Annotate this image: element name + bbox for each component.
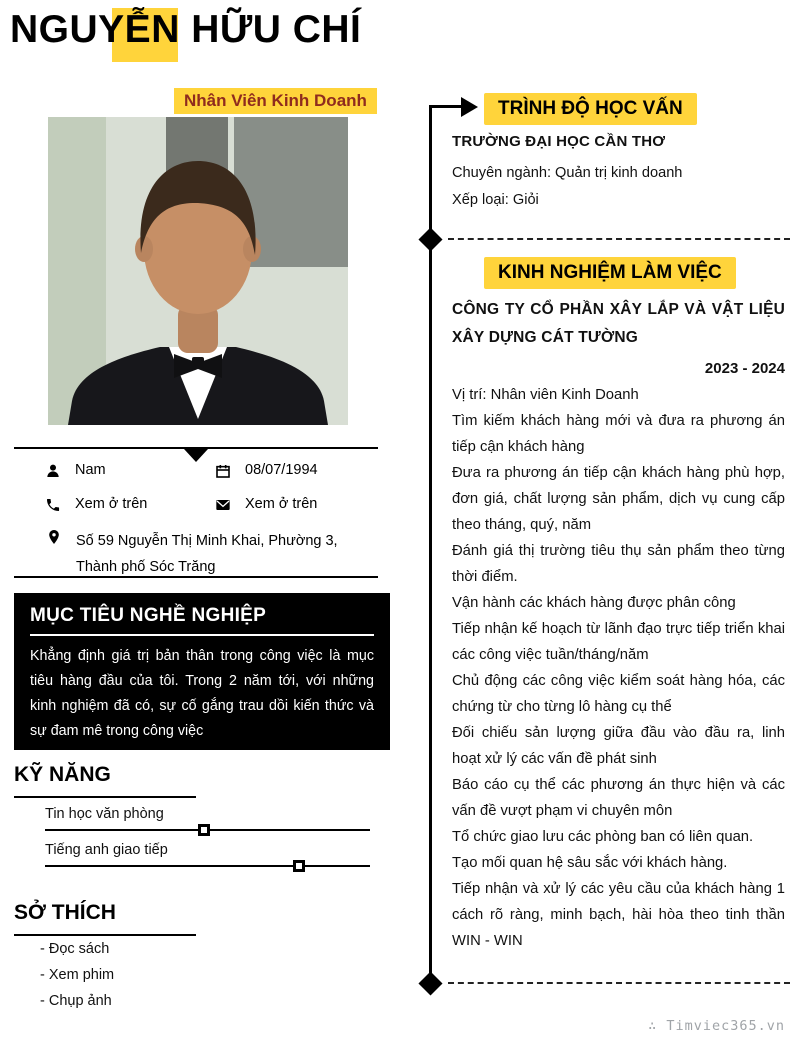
experience-position: Vị trí: Nhân viên Kinh Doanh [452, 387, 639, 403]
info-gender [45, 462, 106, 479]
experience-company: CÔNG TY CỔ PHẦN XÂY LẮP VÀ VẬT LIỆU XÂY DỰNG CÁT TƯỜNG [452, 301, 785, 346]
timeline-dashed-divider [448, 982, 790, 984]
phone-icon [45, 497, 61, 513]
profile-photo [48, 117, 348, 425]
timeline-diamond-icon [418, 227, 442, 251]
calendar-icon [215, 463, 231, 479]
experience-duty: Đánh giá thị trường tiêu thụ sản phẩm theo từng thời điểm. [452, 543, 785, 585]
info-address [46, 528, 366, 580]
experience-duty: Tạo mối quan hệ sâu sắc với khách hàng. [452, 855, 728, 871]
hobby-item: - Chụp ảnh [40, 993, 112, 1009]
email-value: Xem ở trên [245, 496, 318, 512]
hobby-item: - Xem phim [40, 967, 115, 983]
experience-duty: Tổ chức giao lưu các phòng ban có liên quan. [452, 829, 754, 845]
info-dob [215, 462, 318, 479]
info-triangle-marker [184, 449, 208, 462]
info-phone [45, 496, 147, 513]
experience-duty: Báo cáo cụ thể các phương án thực hiện và các vấn đề vượt phạm vi chuyên môn [452, 777, 785, 819]
timeline-arrow-line [429, 105, 463, 108]
experience-duty: Vận hành các khách hàng được phân công [452, 595, 736, 611]
experience-duty: Tiếp nhận và xử lý các yêu cầu của khách hàng 1 cách rõ ràng, minh bạch, hài hòa theo tinh thần WIN - WIN [452, 881, 785, 949]
hobbies-heading: SỞ THÍCH [14, 901, 196, 936]
experience-period: 2023 - 2024 [704, 360, 785, 377]
education-school: TRƯỜNG ĐẠI HỌC CẦN THƠ [452, 133, 666, 150]
education-heading: TRÌNH ĐỘ HỌC VẤN [484, 93, 697, 125]
info-email [215, 496, 317, 513]
education-major: Chuyên ngành: Quản trị kinh doanh [452, 165, 683, 181]
timeline-dashed-divider [448, 238, 790, 240]
experience-heading: KINH NGHIỆM LÀM VIỆC [484, 257, 736, 289]
candidate-name: NGUYỄN HỮU CHÍ [10, 8, 362, 51]
experience-details [452, 382, 785, 954]
skill-level-marker[interactable] [198, 824, 210, 836]
experience-duty: Tiếp nhận kế hoạch từ lãnh đạo trực tiếp triển khai các công việc tuần/tháng/năm [452, 621, 785, 663]
profile-photo-illustration [48, 117, 348, 425]
skill-bar [45, 829, 370, 831]
person-icon [45, 463, 61, 479]
envelope-icon [215, 497, 231, 513]
gender-value: Nam [75, 462, 106, 478]
objective-heading: MỤC TIÊU NGHỀ NGHIỆP [30, 605, 374, 636]
skill-name: Tiếng anh giao tiếp [45, 842, 168, 858]
job-title: Nhân Viên Kinh Doanh [174, 88, 377, 114]
hobby-item: - Đọc sách [40, 941, 110, 957]
timeline-diamond-icon [418, 971, 442, 995]
objective-text: Khẳng định giá trị bản thân trong công việc là mục tiêu hàng đầu của tôi. Trong 2 năm tới, với những kinh nghiệm đã có, sự cố gắng trau dồi kiến thức và sự đam mê trong công việc [30, 648, 374, 739]
location-pin-icon [46, 529, 62, 545]
timeline-arrow-icon [461, 97, 478, 117]
info-bottom-rule [14, 576, 378, 578]
objective-section [14, 593, 390, 750]
experience-duty: Đối chiếu sản lượng giữa đầu vào đầu ra, linh hoạt xử lý các vấn đề phát sinh [452, 725, 785, 767]
education-grade: Xếp loại: Giỏi [452, 192, 539, 208]
experience-duty: Chủ động các công việc kiểm soát hàng hóa, các chứng từ cho từng lô hàng cụ thể [452, 673, 785, 715]
phone-value: Xem ở trên [75, 496, 148, 512]
skill-name: Tin học văn phòng [45, 806, 164, 822]
skills-heading: KỸ NĂNG [14, 763, 196, 798]
experience-duty: Đưa ra phương án tiếp cận khách hàng phù hợp, đơn giá, chất lượng sản phẩm, dịch vụ cung cấp theo tháng, quý, năm [452, 465, 785, 533]
address-value: Số 59 Nguyễn Thị Minh Khai, Phường 3, Thành phố Sóc Trăng [76, 533, 338, 575]
dob-value: 08/07/1994 [245, 462, 318, 478]
site-watermark: ∴ Timviec365.vn [648, 1018, 785, 1034]
experience-duty: Tìm kiếm khách hàng mới và đưa ra phương án tiếp cận khách hàng [452, 413, 785, 455]
skill-level-marker[interactable] [293, 860, 305, 872]
skill-bar [45, 865, 370, 867]
